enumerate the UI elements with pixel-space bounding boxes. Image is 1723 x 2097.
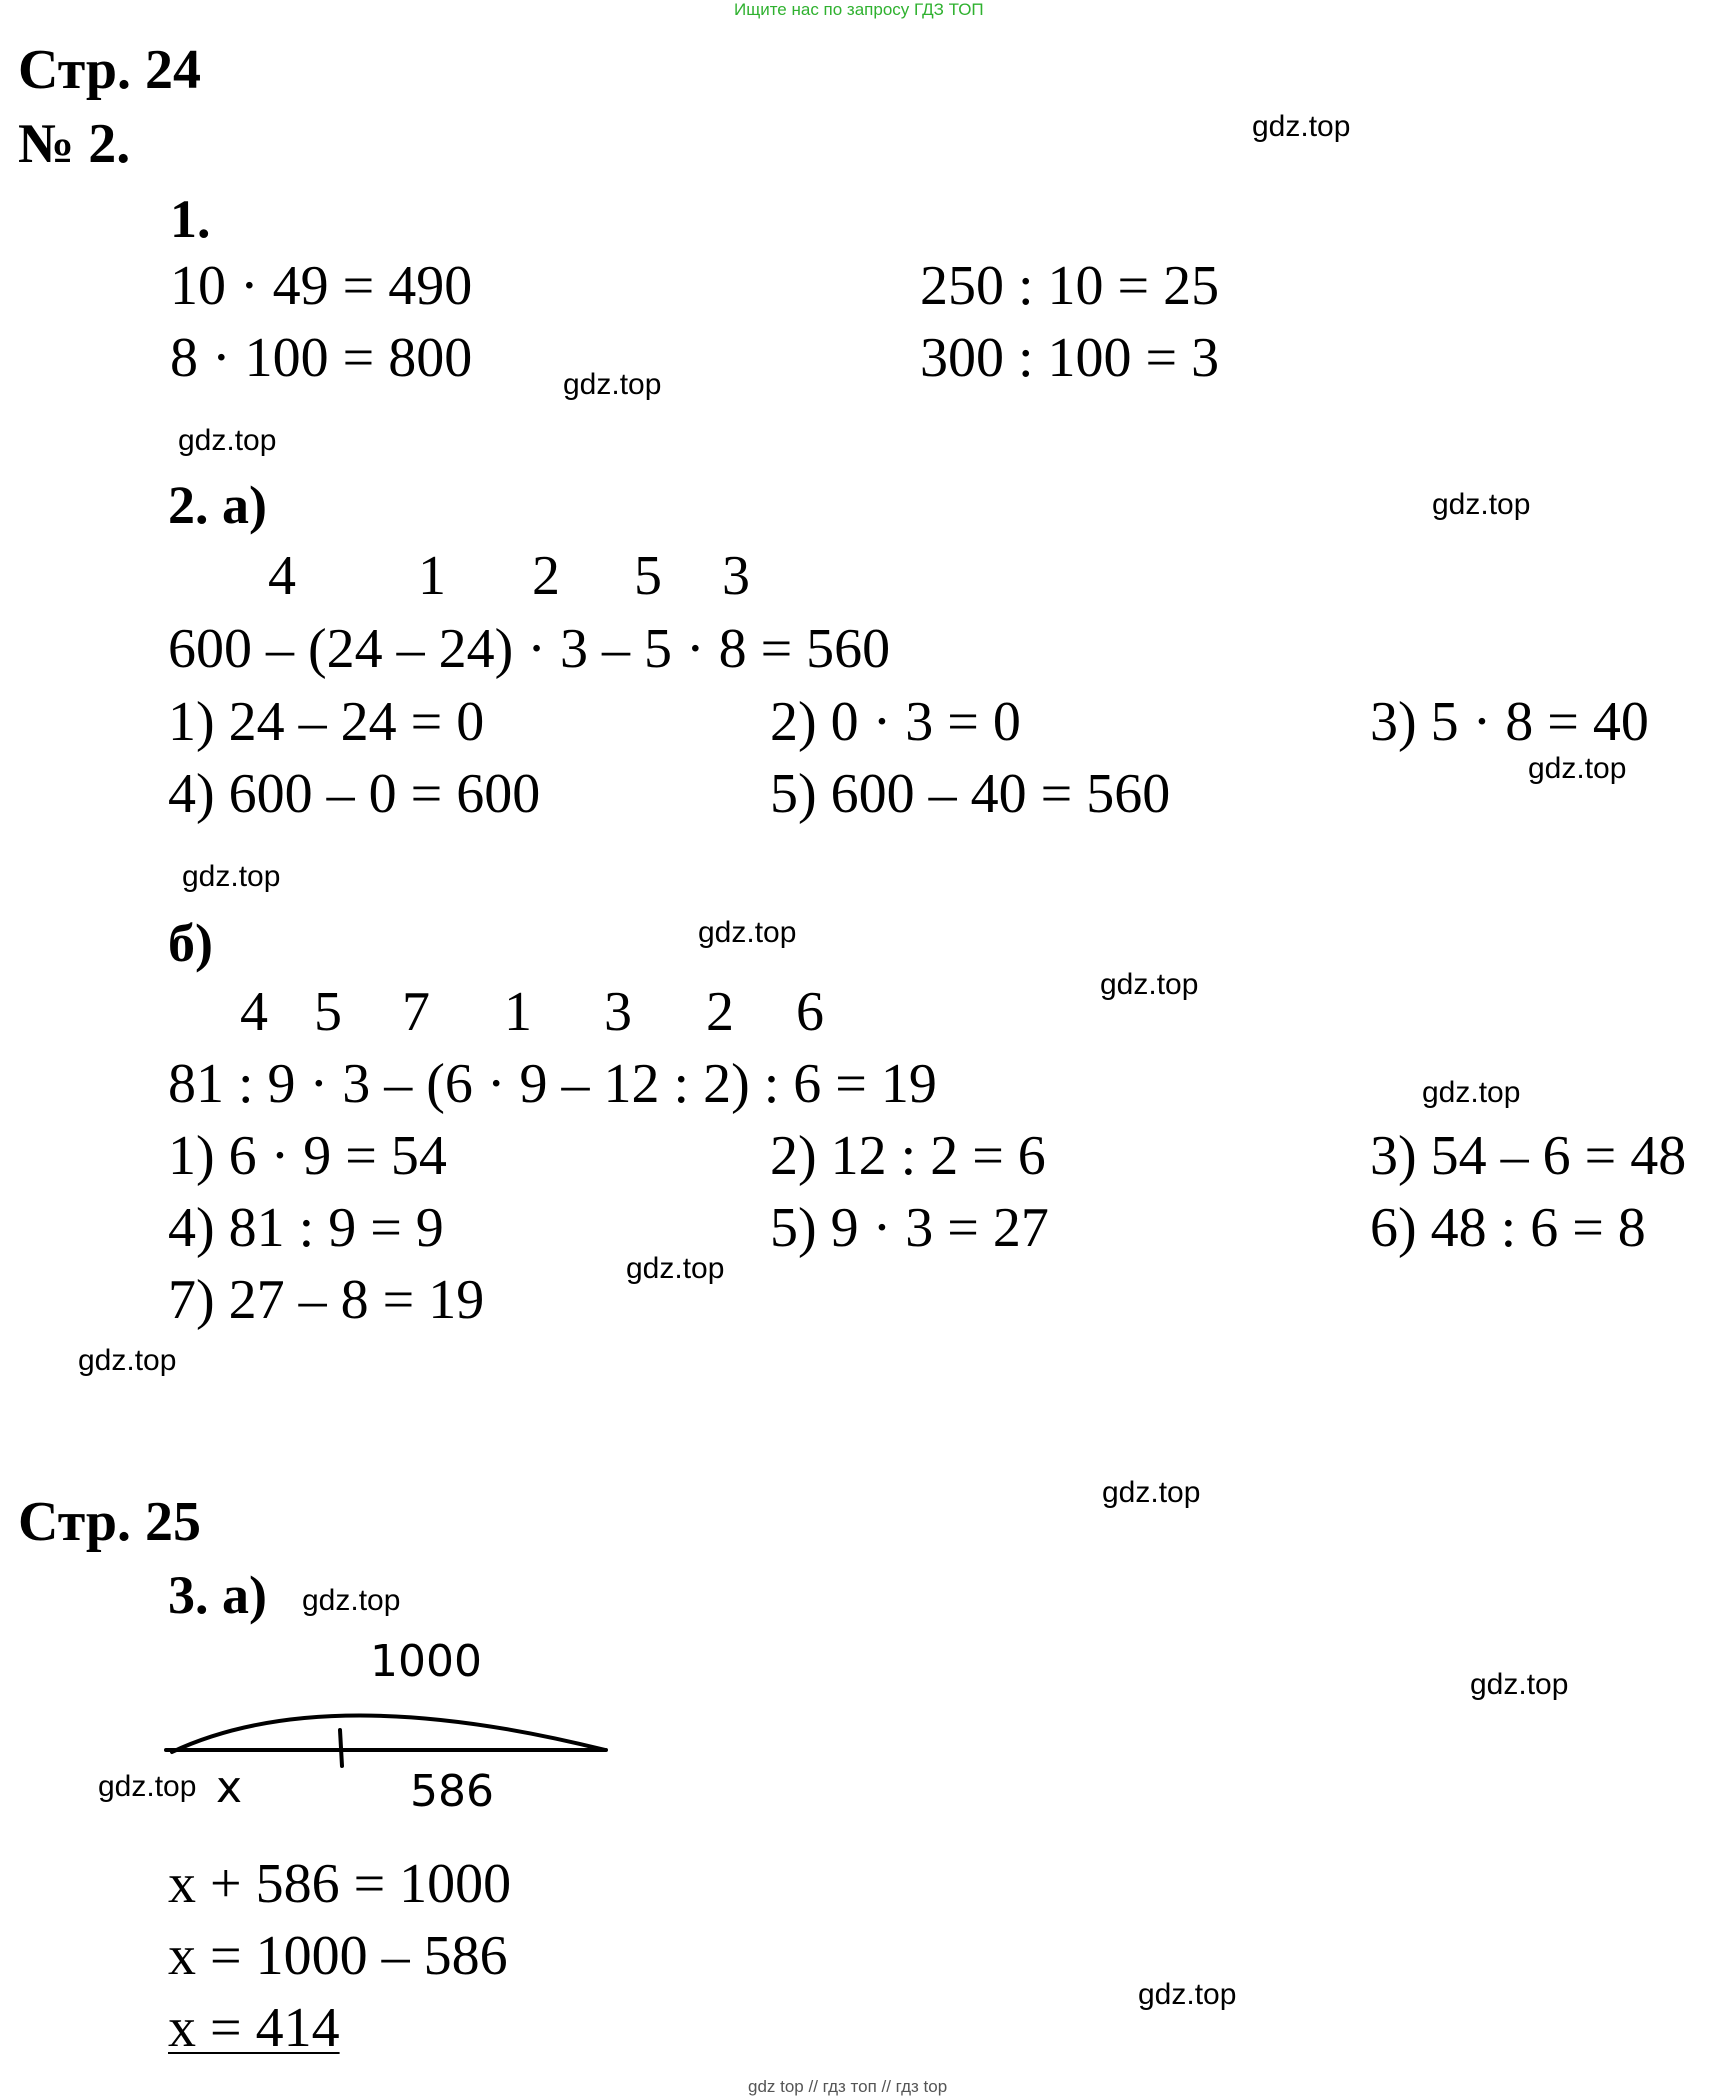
part2a-order-4: 5	[634, 545, 662, 607]
part2b-order-5: 3	[604, 981, 632, 1043]
part2b-label: б)	[168, 913, 213, 973]
part2b-order-6: 2	[706, 981, 734, 1043]
part2a-step-1: 1) 24 – 24 = 0	[168, 691, 485, 753]
part2b-order-3: 7	[402, 981, 430, 1043]
page-title-24: Стр. 24	[18, 39, 202, 101]
watermark: gdz.top	[1102, 1476, 1201, 1509]
part3a-answer: x = 414	[168, 1997, 340, 2059]
part2b-step-4: 4) 81 : 9 = 9	[168, 1197, 444, 1259]
page-title-25: Стр. 25	[18, 1491, 202, 1553]
watermark: gdz.top	[302, 1584, 401, 1617]
watermark: gdz.top	[698, 916, 797, 949]
bottom-banner[interactable]: gdz top // гдз топ // гдз top	[748, 2077, 948, 2096]
part3a-label: 3. а)	[168, 1565, 267, 1625]
watermark: gdz.top	[1100, 968, 1199, 1001]
part1-eq-left-2: 8 · 100 = 800	[170, 327, 473, 389]
part2a-expression: 600 – (24 – 24) · 3 – 5 · 8 = 560	[168, 618, 891, 680]
watermark: gdz.top	[626, 1252, 725, 1285]
watermark: gdz.top	[1422, 1076, 1521, 1109]
part2a-label: 2. а)	[168, 475, 267, 535]
brace-arc	[172, 1715, 605, 1752]
watermark: gdz.top	[1432, 488, 1531, 521]
diagram-unknown: x	[216, 1762, 243, 1813]
part2b-step-6: 6) 48 : 6 = 8	[1370, 1197, 1646, 1259]
part2b-order-7: 6	[796, 981, 824, 1043]
watermark: gdz.top	[1138, 1978, 1237, 2011]
top-banner[interactable]: Ищите нас по запросу ГДЗ ТОП	[734, 0, 984, 19]
diagram-known: 586	[410, 1766, 494, 1817]
part2b-step-1: 1) 6 · 9 = 54	[168, 1125, 447, 1187]
part1-eq-right-1: 250 : 10 = 25	[920, 255, 1220, 317]
watermark: gdz.top	[1470, 1668, 1569, 1701]
part1-eq-right-2: 300 : 100 = 3	[920, 327, 1220, 389]
part2a-order-3: 2	[532, 545, 560, 607]
part2b-order-1: 4	[240, 981, 268, 1043]
part2b-order-4: 1	[504, 981, 532, 1043]
segment-divider	[340, 1730, 342, 1766]
part2a-step-5: 5) 600 – 40 = 560	[770, 763, 1171, 825]
part2a-order-1: 4	[268, 545, 296, 607]
watermark: gdz.top	[182, 860, 281, 893]
part2b-order-2: 5	[314, 981, 342, 1043]
watermark: gdz.top	[78, 1344, 177, 1377]
part2a-step-4: 4) 600 – 0 = 600	[168, 763, 541, 825]
part3a-line-2: x = 1000 – 586	[168, 1925, 508, 1987]
part3a-line-1: x + 586 = 1000	[168, 1853, 512, 1915]
part2b-step-7: 7) 27 – 8 = 19	[168, 1269, 485, 1331]
task-number: № 2.	[18, 113, 131, 175]
part1-eq-left-1: 10 · 49 = 490	[170, 255, 473, 317]
watermark: gdz.top	[178, 424, 277, 457]
part2a-step-2: 2) 0 · 3 = 0	[770, 691, 1021, 753]
part2b-step-5: 5) 9 · 3 = 27	[770, 1197, 1049, 1259]
part2b-expression: 81 : 9 · 3 – (6 · 9 – 12 : 2) : 6 = 19	[168, 1053, 937, 1115]
part2a-order-5: 3	[722, 545, 750, 607]
watermark: gdz.top	[563, 368, 662, 401]
part2a-order-2: 1	[418, 545, 446, 607]
watermark: gdz.top	[1528, 752, 1627, 785]
part2b-step-3: 3) 54 – 6 = 48	[1370, 1125, 1687, 1187]
part2b-step-2: 2) 12 : 2 = 6	[770, 1125, 1046, 1187]
part2a-step-3: 3) 5 · 8 = 40	[1370, 691, 1649, 753]
part1-label: 1.	[170, 189, 211, 249]
watermark: gdz.top	[1252, 110, 1351, 143]
watermark: gdz.top	[98, 1770, 197, 1803]
diagram-total: 1000	[370, 1636, 482, 1687]
